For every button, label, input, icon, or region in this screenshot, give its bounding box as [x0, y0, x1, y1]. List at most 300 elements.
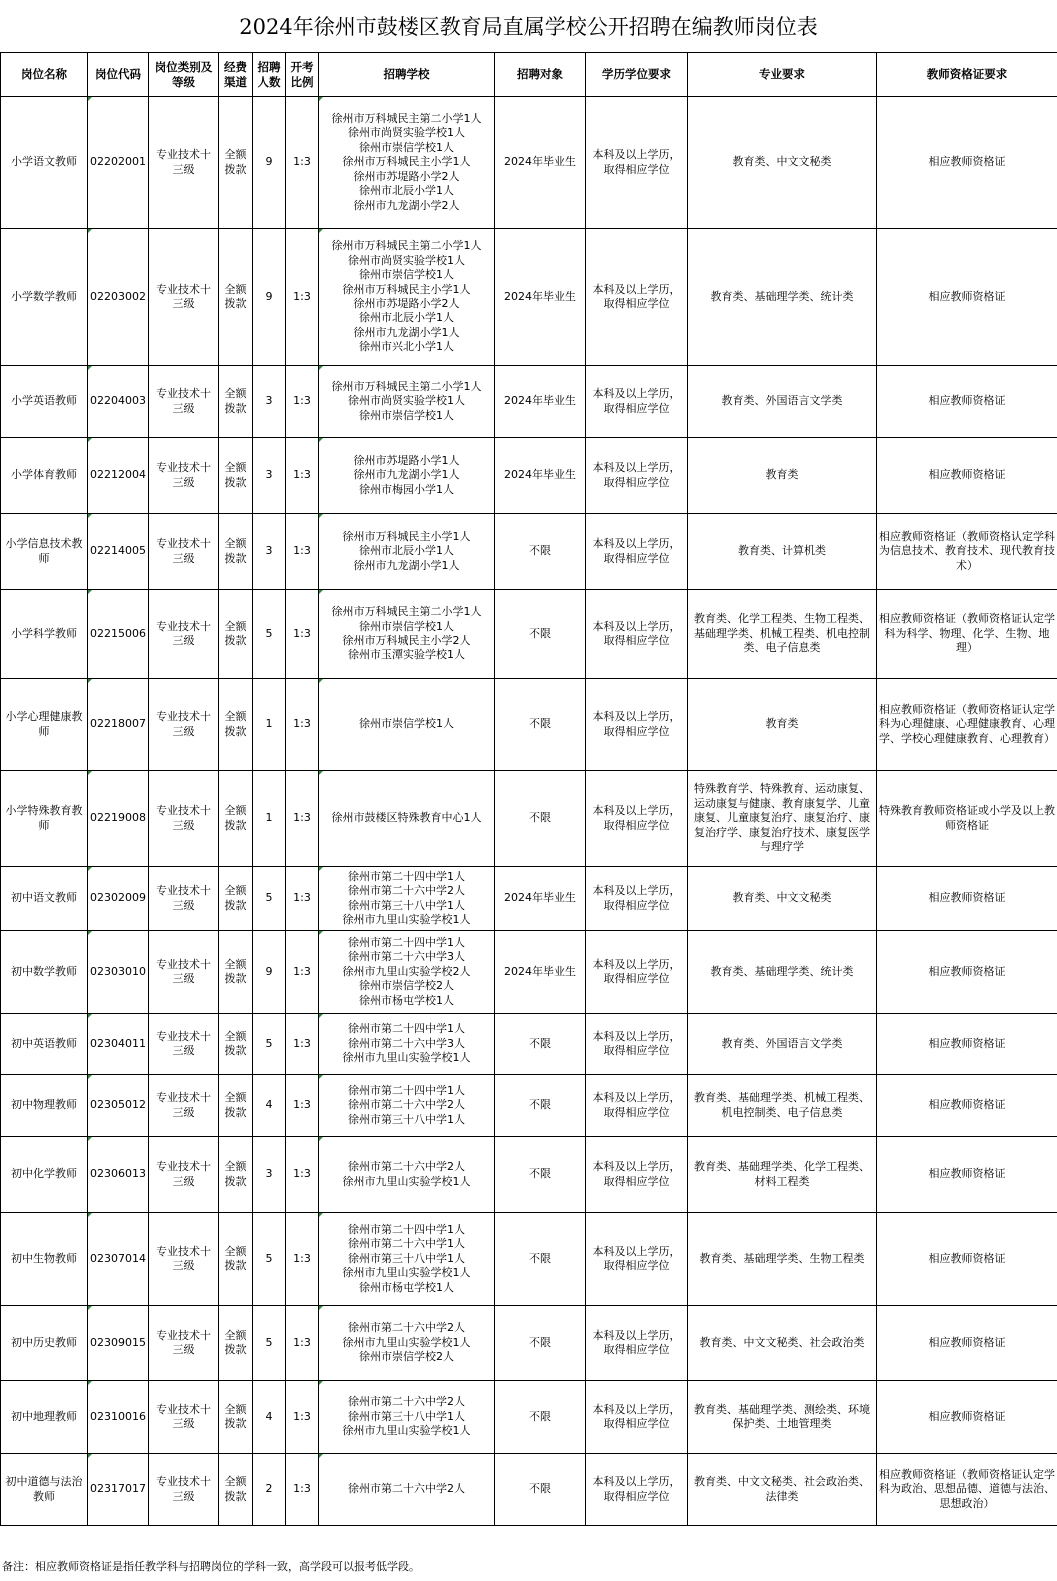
cell-funding: 全额拨款	[219, 1454, 253, 1526]
cell-count: 5	[253, 1014, 286, 1075]
school-line: 徐州市尚贤实验学校1人	[348, 394, 465, 408]
cell-count: 5	[253, 590, 286, 679]
table-row	[1, 229, 1057, 366]
school-line: 徐州市万科城民主小学1人	[342, 282, 471, 296]
cell-certificate: 特殊教育教师资格证或小学及以上教师资格证	[877, 771, 1057, 867]
header-target: 招聘对象	[495, 53, 586, 97]
cell-marker	[88, 1137, 92, 1141]
school-line: 徐州市九里山实验学校1人	[342, 1174, 471, 1188]
cell-marker	[319, 1454, 323, 1458]
school-line: 徐州市万科城民主小学1人	[342, 155, 471, 169]
cell-schools	[319, 771, 495, 867]
cell-category: 专业技术十三级	[149, 514, 219, 590]
cell-major: 教育类、外国语言文学类	[688, 366, 877, 438]
cell-count: 4	[253, 1075, 286, 1137]
cell-ratio: 1:3	[286, 1213, 319, 1306]
cell-name: 小学信息技术教师	[1, 514, 88, 590]
school-line: 徐州市万科城民主小学1人	[342, 529, 471, 543]
school-line: 徐州市九里山实验学校2人	[342, 964, 471, 978]
cell-schools	[319, 931, 495, 1014]
cell-name: 初中物理教师	[1, 1075, 88, 1137]
cell-code: 02317017	[88, 1454, 149, 1526]
school-line: 徐州市第二十六中学2人	[348, 1482, 465, 1496]
cell-name: 初中道德与法治教师	[1, 1454, 88, 1526]
cell-code: 02203002	[88, 229, 149, 366]
cell-certificate: 相应教师资格证	[877, 97, 1057, 229]
cell-education: 本科及以上学历，取得相应学位	[586, 771, 688, 867]
cell-schools	[319, 514, 495, 590]
cell-target: 不限	[495, 514, 586, 590]
header-certificate: 教师资格证要求	[877, 53, 1057, 97]
cell-count: 5	[253, 1213, 286, 1306]
cell-education: 本科及以上学历，取得相应学位	[586, 366, 688, 438]
table-row	[1, 97, 1057, 229]
cell-education: 本科及以上学历，取得相应学位	[586, 438, 688, 514]
cell-major: 教育类	[688, 438, 877, 514]
school-line: 徐州市万科城民主第二小学1人	[331, 379, 482, 393]
cell-education: 本科及以上学历，取得相应学位	[586, 1454, 688, 1526]
school-line: 徐州市九里山实验学校1人	[342, 912, 471, 926]
cell-schools	[319, 679, 495, 771]
cell-count: 1	[253, 771, 286, 867]
cell-name: 小学体育教师	[1, 438, 88, 514]
cell-target: 2024年毕业生	[495, 931, 586, 1014]
cell-ratio: 1:3	[286, 1454, 319, 1526]
cell-marker	[88, 438, 92, 442]
cell-marker	[319, 229, 323, 233]
cell-ratio: 1:3	[286, 1381, 319, 1454]
cell-ratio: 1:3	[286, 1137, 319, 1213]
school-line: 徐州市九龙湖小学1人	[353, 325, 460, 339]
cell-marker	[319, 931, 323, 935]
cell-marker	[88, 1075, 92, 1079]
cell-category: 专业技术十三级	[149, 1306, 219, 1381]
table-row	[1, 438, 1057, 514]
cell-schools	[319, 867, 495, 931]
cell-count: 4	[253, 1381, 286, 1454]
cell-certificate: 相应教师资格证	[877, 867, 1057, 931]
table-row	[1, 1213, 1057, 1306]
cell-category: 专业技术十三级	[149, 931, 219, 1014]
school-line: 徐州市第二十六中学1人	[348, 1237, 465, 1251]
cell-marker	[88, 867, 92, 871]
cell-count: 2	[253, 1454, 286, 1526]
school-line: 徐州市第二十六中学2人	[348, 1395, 465, 1409]
header-schools: 招聘学校	[319, 53, 495, 97]
cell-target: 不限	[495, 1213, 586, 1306]
cell-category: 专业技术十三级	[149, 1213, 219, 1306]
cell-marker	[88, 590, 92, 594]
cell-major: 教育类	[688, 679, 877, 771]
cell-certificate: 相应教师资格证（教师资格证认定学科为政治、思想品德、道德与法治、思想政治）	[877, 1454, 1057, 1526]
cell-major: 特殊教育学、特殊教育、运动康复、运动康复与健康、教育康复学、儿童康复、儿童康复治疗、康复治疗、康复治疗学、康复治疗技术、康复医学与理疗学	[688, 771, 877, 867]
cell-ratio: 1:3	[286, 1014, 319, 1075]
cell-schools	[319, 229, 495, 366]
cell-category: 专业技术十三级	[149, 229, 219, 366]
cell-major: 教育类、中文文秘类、社会政治类、法律类	[688, 1454, 877, 1526]
cell-education: 本科及以上学历，取得相应学位	[586, 97, 688, 229]
table-row	[1, 1014, 1057, 1075]
cell-code: 02309015	[88, 1306, 149, 1381]
header-ratio: 开考比例	[286, 53, 319, 97]
cell-count: 9	[253, 931, 286, 1014]
cell-category: 专业技术十三级	[149, 1381, 219, 1454]
school-line: 徐州市崇信学校1人	[359, 408, 454, 422]
cell-major: 教育类、中文文秘类	[688, 867, 877, 931]
cell-schools	[319, 366, 495, 438]
cell-count: 5	[253, 867, 286, 931]
cell-target: 不限	[495, 771, 586, 867]
cell-target: 2024年毕业生	[495, 438, 586, 514]
cell-certificate: 相应教师资格证（教师资格认定学科为信息技术、教育技术、现代教育技术）	[877, 514, 1057, 590]
cell-schools	[319, 1381, 495, 1454]
cell-code: 02202001	[88, 97, 149, 229]
cell-marker	[88, 1454, 92, 1458]
school-line: 徐州市第二十六中学2人	[348, 1321, 465, 1335]
table-row	[1, 867, 1057, 931]
cell-name: 小学心理健康教师	[1, 679, 88, 771]
cell-count: 3	[253, 366, 286, 438]
cell-marker	[319, 1306, 323, 1310]
cell-major: 教育类、中文文秘类	[688, 97, 877, 229]
cell-category: 专业技术十三级	[149, 366, 219, 438]
cell-funding: 全额拨款	[219, 514, 253, 590]
cell-marker	[319, 1075, 323, 1079]
school-line: 徐州市万科城民主第二小学1人	[331, 605, 482, 619]
cell-target: 不限	[495, 1014, 586, 1075]
cell-name: 初中英语教师	[1, 1014, 88, 1075]
cell-ratio: 1:3	[286, 366, 319, 438]
school-line: 徐州市万科城民主第二小学1人	[331, 112, 482, 126]
cell-target: 不限	[495, 679, 586, 771]
cell-schools	[319, 590, 495, 679]
cell-marker	[88, 366, 92, 370]
cell-code: 02310016	[88, 1381, 149, 1454]
cell-code: 02218007	[88, 679, 149, 771]
cell-count: 5	[253, 1306, 286, 1381]
cell-funding: 全额拨款	[219, 931, 253, 1014]
cell-name: 小学英语教师	[1, 366, 88, 438]
school-line: 徐州市崇信学校2人	[359, 1350, 454, 1364]
school-line: 徐州市第三十八中学1人	[348, 1409, 465, 1423]
cell-schools	[319, 97, 495, 229]
school-line: 徐州市九里山实验学校1人	[342, 1051, 471, 1065]
cell-count: 9	[253, 97, 286, 229]
cell-ratio: 1:3	[286, 867, 319, 931]
school-line: 徐州市第二十四中学1人	[348, 1083, 465, 1097]
cell-name: 初中数学教师	[1, 931, 88, 1014]
cell-marker	[319, 1213, 323, 1217]
cell-funding: 全额拨款	[219, 867, 253, 931]
school-line: 徐州市北辰小学1人	[359, 184, 454, 198]
cell-certificate: 相应教师资格证	[877, 931, 1057, 1014]
cell-category: 专业技术十三级	[149, 1014, 219, 1075]
cell-marker	[319, 1381, 323, 1385]
school-line: 徐州市尚贤实验学校1人	[348, 126, 465, 140]
cell-marker	[319, 1014, 323, 1018]
cell-ratio: 1:3	[286, 97, 319, 229]
cell-code: 02212004	[88, 438, 149, 514]
table-row	[1, 366, 1057, 438]
cell-education: 本科及以上学历，取得相应学位	[586, 1137, 688, 1213]
table-row	[1, 931, 1057, 1014]
cell-name: 初中历史教师	[1, 1306, 88, 1381]
cell-marker	[88, 229, 92, 233]
cell-marker	[88, 514, 92, 518]
cell-name: 初中语文教师	[1, 867, 88, 931]
cell-marker	[88, 931, 92, 935]
school-line: 徐州市北辰小学1人	[359, 311, 454, 325]
cell-target: 不限	[495, 1075, 586, 1137]
cell-funding: 全额拨款	[219, 1014, 253, 1075]
cell-schools	[319, 1306, 495, 1381]
cell-target: 2024年毕业生	[495, 97, 586, 229]
cell-ratio: 1:3	[286, 590, 319, 679]
cell-target: 不限	[495, 1137, 586, 1213]
school-line: 徐州市九龙湖小学1人	[353, 558, 460, 572]
school-line: 徐州市第二十四中学1人	[348, 869, 465, 883]
cell-category: 专业技术十三级	[149, 590, 219, 679]
cell-marker	[319, 590, 323, 594]
cell-category: 专业技术十三级	[149, 1137, 219, 1213]
cell-education: 本科及以上学历，取得相应学位	[586, 1213, 688, 1306]
school-line: 徐州市万科城民主第二小学1人	[331, 239, 482, 253]
cell-category: 专业技术十三级	[149, 679, 219, 771]
cell-funding: 全额拨款	[219, 1381, 253, 1454]
cell-schools	[319, 1137, 495, 1213]
cell-name: 小学特殊教育教师	[1, 771, 88, 867]
cell-education: 本科及以上学历，取得相应学位	[586, 1075, 688, 1137]
cell-code: 02214005	[88, 514, 149, 590]
cell-name: 初中地理教师	[1, 1381, 88, 1454]
table-row	[1, 1454, 1057, 1526]
table-row	[1, 1075, 1057, 1137]
cell-funding: 全额拨款	[219, 771, 253, 867]
cell-code: 02215006	[88, 590, 149, 679]
cell-marker	[88, 1213, 92, 1217]
cell-marker	[319, 679, 323, 683]
cell-code: 02306013	[88, 1137, 149, 1213]
header-code: 岗位代码	[88, 53, 149, 97]
table-row	[1, 771, 1057, 867]
page-title: 2024年徐州市鼓楼区教育局直属学校公开招聘在编教师岗位表	[239, 15, 818, 39]
header-funding: 经费渠道	[219, 53, 253, 97]
school-line: 徐州市梅园小学1人	[359, 482, 454, 496]
cell-ratio: 1:3	[286, 771, 319, 867]
school-line: 徐州市崇信学校1人	[359, 268, 454, 282]
school-line: 徐州市杨屯学校1人	[359, 1280, 454, 1294]
school-line: 徐州市杨屯学校1人	[359, 993, 454, 1007]
cell-certificate: 相应教师资格证（教师资格证认定学科为心理健康、心理健康教育、心理学、学校心理健康教育、心理教育）	[877, 679, 1057, 771]
cell-education: 本科及以上学历，取得相应学位	[586, 679, 688, 771]
school-line: 徐州市崇信学校2人	[359, 979, 454, 993]
cell-funding: 全额拨款	[219, 438, 253, 514]
cell-certificate: 相应教师资格证	[877, 229, 1057, 366]
cell-major: 教育类、中文文秘类、社会政治类	[688, 1306, 877, 1381]
school-line: 徐州市第二十六中学2人	[348, 1098, 465, 1112]
school-line: 徐州市九里山实验学校1人	[342, 1335, 471, 1349]
cell-ratio: 1:3	[286, 229, 319, 366]
cell-ratio: 1:3	[286, 1306, 319, 1381]
cell-code: 02219008	[88, 771, 149, 867]
cell-certificate: 相应教师资格证	[877, 1381, 1057, 1454]
table-row	[1, 514, 1057, 590]
cell-major: 教育类、基础理学类、测绘类、环境保护类、土地管理类	[688, 1381, 877, 1454]
header-row	[1, 53, 1057, 97]
cell-education: 本科及以上学历，取得相应学位	[586, 1381, 688, 1454]
cell-target: 不限	[495, 1306, 586, 1381]
cell-marker	[88, 1306, 92, 1310]
cell-certificate: 相应教师资格证（教师资格证认定学科为科学、物理、化学、生物、地理）	[877, 590, 1057, 679]
cell-schools	[319, 1014, 495, 1075]
header-category: 岗位类别及等级	[149, 53, 219, 97]
cell-marker	[319, 366, 323, 370]
cell-schools	[319, 1454, 495, 1526]
school-line: 徐州市苏堤路小学2人	[353, 297, 460, 310]
cell-marker	[319, 771, 323, 775]
cell-funding: 全额拨款	[219, 590, 253, 679]
cell-target: 不限	[495, 1454, 586, 1526]
footnote: 备注：相应教师资格证是指任教学科与招聘岗位的学科一致，高学段可以报考低学段。	[2, 1560, 420, 1573]
cell-target: 2024年毕业生	[495, 229, 586, 366]
school-line: 徐州市兴北小学1人	[359, 340, 454, 354]
cell-name: 小学语文教师	[1, 97, 88, 229]
school-line: 徐州市九龙湖小学1人	[353, 468, 460, 482]
school-line: 徐州市九龙湖小学2人	[353, 198, 460, 212]
cell-count: 1	[253, 679, 286, 771]
cell-education: 本科及以上学历，取得相应学位	[586, 229, 688, 366]
cell-name: 初中化学教师	[1, 1137, 88, 1213]
cell-ratio: 1:3	[286, 514, 319, 590]
recruitment-table	[0, 52, 1057, 1526]
table-row	[1, 1137, 1057, 1213]
cell-schools	[319, 438, 495, 514]
school-line: 徐州市苏堤路小学2人	[353, 169, 460, 183]
cell-certificate: 相应教师资格证	[877, 438, 1057, 514]
school-line: 徐州市尚贤实验学校1人	[348, 253, 465, 267]
cell-major: 教育类、基础理学类、生物工程类	[688, 1213, 877, 1306]
school-line: 徐州市崇信学校1人	[359, 717, 454, 731]
cell-schools	[319, 1213, 495, 1306]
cell-education: 本科及以上学历，取得相应学位	[586, 514, 688, 590]
table-body	[1, 97, 1057, 1526]
cell-certificate: 相应教师资格证	[877, 1014, 1057, 1075]
cell-education: 本科及以上学历，取得相应学位	[586, 867, 688, 931]
school-line: 徐州市九里山实验学校1人	[342, 1424, 471, 1438]
cell-ratio: 1:3	[286, 1075, 319, 1137]
cell-code: 02204003	[88, 366, 149, 438]
cell-certificate: 相应教师资格证	[877, 1306, 1057, 1381]
cell-count: 3	[253, 514, 286, 590]
cell-major: 教育类、基础理学类、化学工程类、材料工程类	[688, 1137, 877, 1213]
cell-education: 本科及以上学历，取得相应学位	[586, 1014, 688, 1075]
cell-code: 02304011	[88, 1014, 149, 1075]
cell-certificate: 相应教师资格证	[877, 1213, 1057, 1306]
cell-category: 专业技术十三级	[149, 438, 219, 514]
cell-major: 教育类、计算机类	[688, 514, 877, 590]
cell-marker	[319, 438, 323, 442]
cell-name: 小学数学教师	[1, 229, 88, 366]
school-line: 徐州市第三十八中学1人	[348, 1251, 465, 1265]
cell-category: 专业技术十三级	[149, 1454, 219, 1526]
table-row	[1, 590, 1057, 679]
cell-major: 教育类、外国语言文学类	[688, 1014, 877, 1075]
cell-name: 初中生物教师	[1, 1213, 88, 1306]
cell-code: 02305012	[88, 1075, 149, 1137]
cell-marker	[88, 1014, 92, 1018]
header-major: 专业要求	[688, 53, 877, 97]
school-line: 徐州市第二十六中学3人	[348, 950, 465, 964]
cell-ratio: 1:3	[286, 438, 319, 514]
cell-code: 02303010	[88, 931, 149, 1014]
table-row	[1, 1381, 1057, 1454]
school-line: 徐州市万科城民主小学2人	[342, 634, 471, 647]
school-line: 徐州市第三十八中学1人	[348, 898, 465, 912]
school-line: 徐州市崇信学校1人	[359, 619, 454, 633]
cell-count: 3	[253, 438, 286, 514]
cell-code: 02307014	[88, 1213, 149, 1306]
cell-funding: 全额拨款	[219, 1137, 253, 1213]
table-row	[1, 679, 1057, 771]
cell-target: 不限	[495, 1381, 586, 1454]
header-name: 岗位名称	[1, 53, 88, 97]
school-line: 徐州市第二十四中学1人	[348, 1222, 465, 1236]
cell-funding: 全额拨款	[219, 229, 253, 366]
cell-marker	[319, 97, 323, 101]
cell-count: 3	[253, 1137, 286, 1213]
cell-code: 02302009	[88, 867, 149, 931]
cell-funding: 全额拨款	[219, 1213, 253, 1306]
cell-major: 教育类、基础理学类、统计类	[688, 931, 877, 1014]
cell-marker	[88, 771, 92, 775]
cell-major: 教育类、化学工程类、生物工程类、基础理学类、机械工程类、机电控制类、电子信息类	[688, 590, 877, 679]
school-line: 徐州市第二十四中学1人	[348, 1022, 465, 1036]
cell-funding: 全额拨款	[219, 366, 253, 438]
cell-marker	[88, 1381, 92, 1385]
cell-category: 专业技术十三级	[149, 1075, 219, 1137]
cell-certificate: 相应教师资格证	[877, 1137, 1057, 1213]
cell-target: 不限	[495, 590, 586, 679]
cell-marker	[88, 97, 92, 101]
cell-marker	[319, 1137, 323, 1141]
cell-education: 本科及以上学历，取得相应学位	[586, 1306, 688, 1381]
school-line: 徐州市第三十八中学1人	[348, 1112, 465, 1126]
cell-funding: 全额拨款	[219, 679, 253, 771]
cell-category: 专业技术十三级	[149, 867, 219, 931]
cell-count: 9	[253, 229, 286, 366]
cell-funding: 全额拨款	[219, 1075, 253, 1137]
cell-marker	[319, 867, 323, 871]
cell-funding: 全额拨款	[219, 97, 253, 229]
cell-target: 2024年毕业生	[495, 366, 586, 438]
cell-ratio: 1:3	[286, 931, 319, 1014]
cell-name: 小学科学教师	[1, 590, 88, 679]
cell-schools	[319, 1075, 495, 1137]
school-line: 徐州市第二十四中学1人	[348, 935, 465, 949]
cell-certificate: 相应教师资格证	[877, 366, 1057, 438]
cell-ratio: 1:3	[286, 679, 319, 771]
cell-education: 本科及以上学历，取得相应学位	[586, 931, 688, 1014]
cell-marker	[88, 679, 92, 683]
table-row	[1, 1306, 1057, 1381]
cell-target: 2024年毕业生	[495, 867, 586, 931]
school-line: 徐州市玉潭实验学校1人	[348, 648, 465, 662]
school-line: 徐州市苏堤路小学1人	[353, 453, 460, 467]
school-line: 徐州市第二十六中学2人	[348, 1160, 465, 1174]
cell-category: 专业技术十三级	[149, 771, 219, 867]
cell-category: 专业技术十三级	[149, 97, 219, 229]
cell-major: 教育类、基础理学类、机械工程类、机电控制类、电子信息类	[688, 1075, 877, 1137]
